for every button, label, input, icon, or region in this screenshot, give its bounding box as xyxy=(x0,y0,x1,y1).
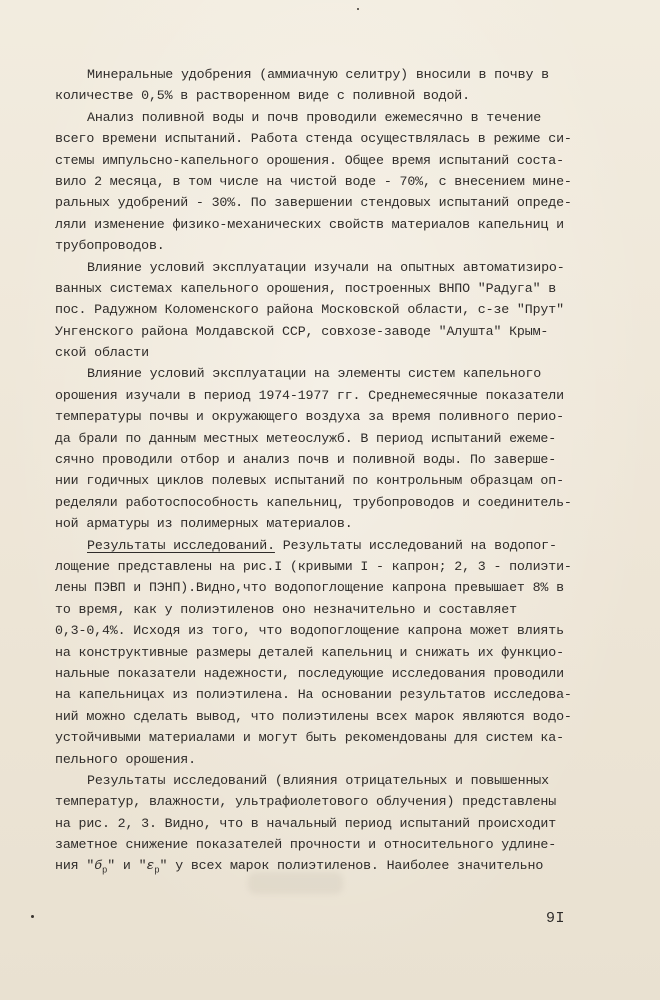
text-line: ской области xyxy=(55,345,149,361)
sigma-subscript: р xyxy=(102,866,108,877)
text-line: орошения изучали в период 1974-1977 гг. Среднемесячные показатели xyxy=(55,387,564,403)
text-line: Анализ поливной воды и почв проводили ежемесячно в течение xyxy=(87,109,542,125)
text-line: всего времени испытаний. Работа стенда осуществлялась в режиме си- xyxy=(55,131,572,147)
text-line: температур, влажности, ультрафиолетового облучения) представлены xyxy=(55,794,557,810)
text-line-continuation: Результаты исследований на водопог- xyxy=(274,537,557,553)
text-line: вило 2 месяца, в том числе на чистой воде - 70%, с внесением мине- xyxy=(55,173,572,189)
formula-line xyxy=(55,855,595,876)
text-line: на капельницах из полиэтилена. На основании результатов исследова- xyxy=(55,687,572,703)
epsilon-subscript: р xyxy=(154,866,160,877)
text-line: температуры почвы и окружающего воздуха за время поливного перио- xyxy=(55,409,564,425)
text-line: пос. Радужном Коломенского района Московской области, с-зе "Прут" xyxy=(55,302,564,318)
text-fragment: " у всех марок полиэтиленов. Наиболее значительно xyxy=(159,858,544,874)
text-line: Влияние условий эксплуатации на элементы систем капельного xyxy=(87,366,542,382)
ink-speck xyxy=(31,915,34,918)
sigma-symbol: б xyxy=(94,858,102,874)
results-heading: Результаты исследований. xyxy=(87,537,275,553)
page-number: 9I xyxy=(546,910,566,927)
body-text xyxy=(55,64,595,877)
text-line: стемы импульсно-капельного орошения. Общее время испытаний соста- xyxy=(55,152,564,168)
text-line: ляли изменение физико-механических свойств материалов капельниц и xyxy=(55,216,564,232)
text-line: количестве 0,5% в растворенном виде с поливной водой. xyxy=(55,88,470,104)
text-line: трубопроводов. xyxy=(55,238,165,254)
text-line: ределяли работоспособность капельниц, трубопроводов и соединитель- xyxy=(55,494,572,510)
text-line: то время, как у полиэтиленов оно незначительно и составляет xyxy=(55,601,517,617)
epsilon-symbol: ε xyxy=(146,858,155,874)
text-line: ний можно сделать вывод, что полиэтилены всех марок являются водо- xyxy=(55,708,572,724)
text-line: лощение представлены на рис.I (кривыми I - капрон; 2, 3 - полиэти- xyxy=(55,558,572,574)
text-line: сячно проводили отбор и анализ почв и поливной воды. По заверше- xyxy=(55,452,557,468)
text-line: нии годичных циклов полевых испытаний по контрольным образцам оп- xyxy=(55,473,564,489)
text-line: пельного орошения. xyxy=(55,751,196,767)
text-fragment: " и " xyxy=(107,858,147,874)
text-line: да брали по данным местных метеослужб. В период испытаний ежеме- xyxy=(55,430,557,446)
text-line: устойчивыми материалами и могут быть рекомендованы для систем ка- xyxy=(55,730,564,746)
text-line: на конструктивные размеры деталей капельниц и снижать их функцио- xyxy=(55,644,564,660)
text-fragment: ния " xyxy=(55,858,95,874)
text-line: Унгенского района Молдавской ССР, совхозе-заводе "Алушта" Крым- xyxy=(55,323,549,339)
ink-speck xyxy=(357,8,359,10)
text-line: Влияние условий эксплуатации изучали на опытных автоматизиро- xyxy=(87,259,565,275)
text-line: заметное снижение показателей прочности и относительного удлине- xyxy=(55,837,557,853)
text-line: лены ПЭВП и ПЭНП).Видно,что водопоглощение капрона превышает 8% в xyxy=(55,580,564,596)
results-heading-line xyxy=(55,535,595,556)
text-line: Результаты исследований (влияния отрицательных и повышенных xyxy=(87,772,549,788)
text-line: на рис. 2, 3. Видно, что в начальный период испытаний происходит xyxy=(55,815,557,831)
text-line: ванных системах капельного орошения, построенных ВНПО "Радуга" в xyxy=(55,280,557,296)
text-line: ной арматуры из полимерных материалов. xyxy=(55,516,353,532)
text-line: нальные показатели надежности, последующие исследования проводили xyxy=(55,665,564,681)
text-line: 0,3-0,4%. Исходя из того, что водопоглощение капрона может влиять xyxy=(55,623,564,639)
text-line: Минеральные удобрения (аммиачную селитру) вносили в почву в xyxy=(87,67,549,82)
text-line: ральных удобрений - 30%. По завершении стендовых испытаний опреде- xyxy=(55,195,572,211)
